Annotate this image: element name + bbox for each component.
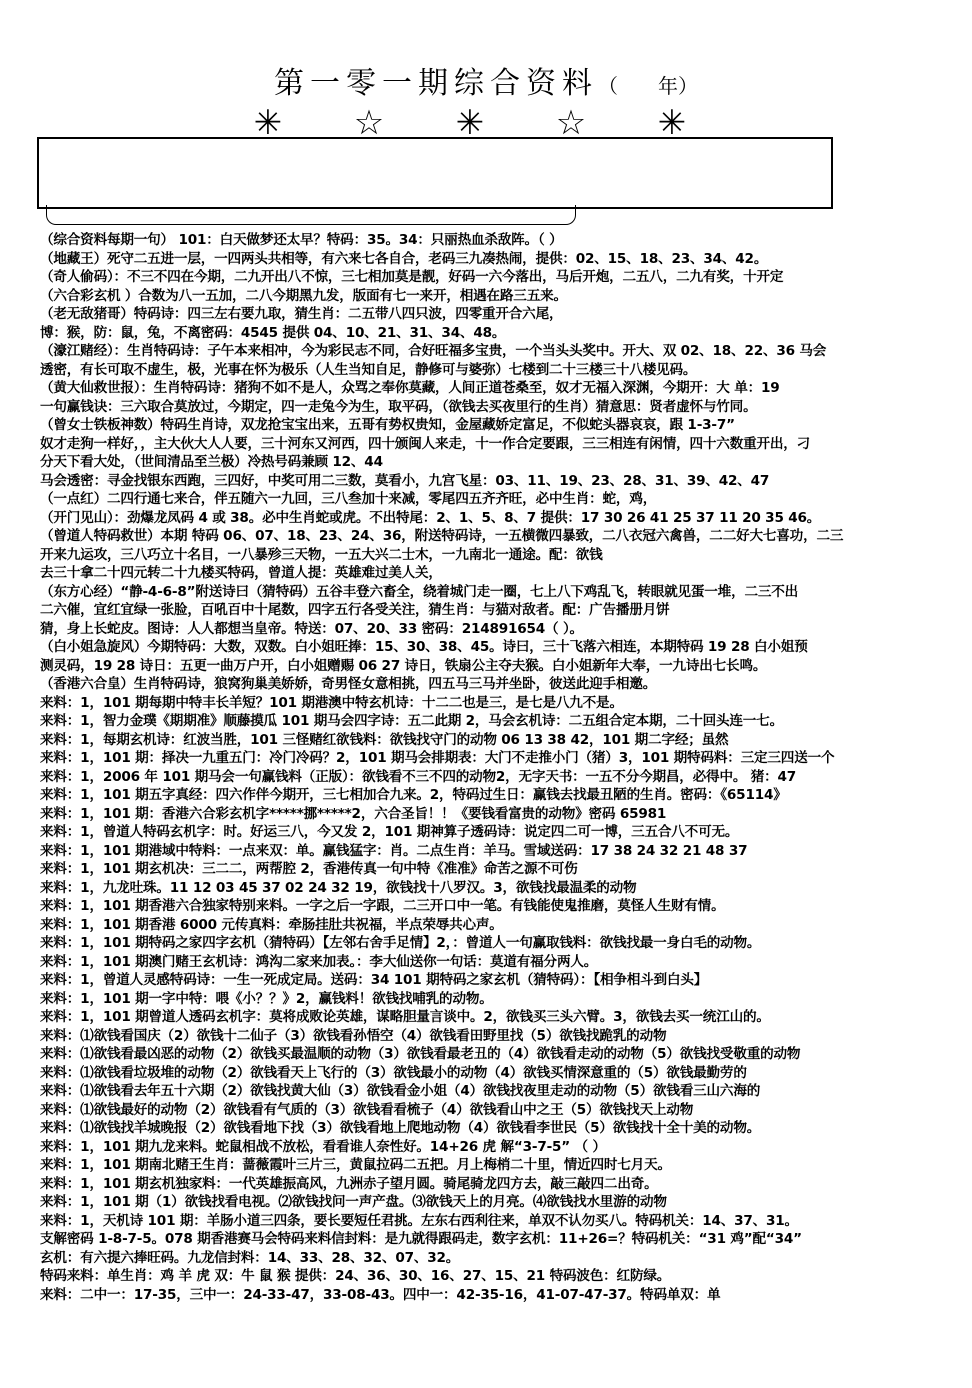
text-line: 来料：1，天机诗 101 期：羊肠小道三四条，要长要短任君挑。左东右西利往来，单双不认勿买八。特码机关：14、37、31。 [40,1212,798,1229]
text-line: 来料：1，101 期每期中特丰长羊短？101 期港澳中特玄机诗：十二二也是三，是七是八九不是。 [40,694,623,711]
text-line: 透密，有长可取不虚生，极，光事在怀为极乐（人生当知自足，静修可与婆弥）七楼到二十三楼三十八楼见码。 [40,361,697,378]
text-line: 开来九运攻，三八巧立十名目，一八暴殄三天物，一五大兴二士木，一九南北一通途。配：欲钱 [40,546,603,563]
text-line: 来料：二中一：17-35，三中一：24-33-47，33-08-43。四中一：42-35-16，41-07-47-37。特码单双：单 [40,1286,721,1303]
year-label: （ 年） [598,74,698,98]
text-line: 来料：1，101 期：香港六合彩玄机字*****挪*****2，六合圣旨！！《要钱看富贵的动物》密码 65981 [40,805,667,822]
text-line: （六合彩玄机 ）合数为八一五加，二八今期黑九发，版面有七一来开，相遇在路三五来。 [40,287,567,304]
title-text: 第一零一期综合资料 [274,66,598,101]
text-line: （濠江赌经）：生肖特码诗：子午本来相冲，今为彩民志不同，合好旺福多宝贵，一个当头头奖中。开大、双 02、18、22、36 马会 [40,343,827,359]
text-line: 来料：1，101 期澳门赌王玄机诗：鸿沟二家来加表。：李大仙送你一句话：莫道有福分两人。 [40,953,598,970]
text-line: （开门见山）：劲爆龙凤码 4 或 38。必中生肖蛇或虎。不出特尾：2、1、5、8、7 提供：17 30 26 41 25 37 11 20 35 46。 [40,509,821,526]
text-line: 来料：1，曾道人特码玄机字：时。好运三八，今又发 2，101 期神算子透码诗：说定四二可一博，三五合八不可无。 [40,824,739,840]
outline-star-icon: ☆ [555,103,587,143]
text-line: 马会透密：寻金找银东西跑，三四好，中奖可用二三数，莫看小，九宫飞星：03、11、19、23、28、31、39、42、47 [40,472,770,489]
text-line: 来料：1，101 期南北赌王生肖：蔷薇霞叶三片三，黄鼠拉码二五把。月上梅梢二十里，情近四时七月天。 [40,1157,671,1173]
text-line: 来料：1，曾道人灵感特码诗：一生一死成定局。送码：34 101 期特码之家玄机（猜特码）：【相争相斗到白头】 [40,972,708,988]
text-line: 来料：1，101 期香港六合独家特别来料。一字之后一字跟，二三开口中一笔。有钱能使鬼推磨，莫怪人生财有情。 [40,898,725,914]
text-line: 来料：1，智力金璞《期期准》顺藤摸瓜 101 期马会四字诗：五二此期 2，马会玄机诗：二五组合定本期，二十回头连一七。 [40,713,783,729]
text-line: （香港六合皇）生肖特码诗，狼窝狗巢美娇娇，奇男怪女意相挑，四五马三马并坐卧，彼送此迎手相邀。 [40,676,657,692]
text-line: 来料：⑴欲钱最好的动物（2）欲钱看有气质的（3）欲钱看看梳子（4）欲钱看山中之王（5）欲钱找天上动物 [40,1101,694,1118]
document-body [40,231,940,1304]
text-line: 来料：1，101 期曾道人透码玄机字：莫将成败论英雄，谋略胆量言谈中。2，欲钱买三头六臂。3，欲钱去买一统江山的。 [40,1009,770,1025]
text-line: 来料：⑴欲钱看国庆（2）欲钱十二仙子（3）欲钱看孙悟空（4）欲钱看田野里找（5）欲钱找跪乳的动物 [40,1027,667,1044]
text-line: 来料：1，101 期：择决一九重五门：冷门冷码？2，101 期马会排期表：大门不走推小门（猪）3，101 期特码料：三定三四送一个 [40,750,835,766]
text-line: 特码来料：单生肖：鸡 羊 虎 双：牛 鼠 猴 提供：24、36、30、16、27、15、21 特码波色：红防绿。 [40,1268,671,1284]
asterisk-star-icon: ✳ [253,103,283,143]
text-line: 测灵码，19 28 诗日：五更一曲万户开，白小姐赠赐 06 27 诗日，铁扇公主夺夫猴。白小姐新年大奉，一九诗出七长鸣。 [40,657,767,674]
text-line: 猜，身上长蛇皮。图诗：人人都想当皇帝。特送：07、20、33 密码：214891654（ ）。 [40,620,583,637]
star-decoration-row [240,103,700,143]
text-line: （奇人偷码）：不三不四在今期，二九开出八不惊，三七相加莫是靓，好码一六今落出，马后开炮，二五八，二九有奖，十开定 [40,269,784,285]
text-line: （综合资料每期一句） 101：白天做梦还太早？特码：35。34：只丽热血杀敌阵。（ ） [40,232,563,248]
text-line: 来料：1，101 期五字真经：四六作伴今期开，三七相加合九来。2，特码过生日：赢钱去找最丑陋的生肖。密码：《65114》 [40,787,787,803]
text-line: 来料：1，101 期特码之家四字玄机（猜特码）【左邻右舍手足情】2，：曾道人一句赢取钱料：欲钱找最一身白毛的动物。 [40,935,761,951]
text-line: 来料：1，每期玄机诗：红波当胜，101 三怪赌红欲钱料：欲钱找守门的动物 06 13 38 42，101 期二字经；虽然 [40,731,729,748]
text-line: 来料：⑴欲钱看垃圾堆的动物（2）欲钱看天上飞行的（3）欲钱最小的动物（4）欲钱买情深意重的（5）欲钱最勤劳的 [40,1064,747,1081]
asterisk-star-icon: ✳ [455,103,485,143]
text-line: 奴才走狗一样好，，主大伙大人人要，三十河东又河西，四十颁闽人来走，十一作合定要跟，三三相连有闲情，四十六数重开出，刁 [40,435,811,452]
text-line: （曾道人特码救世）本期 特码 06、07、18、23、24、36，附送特码诗，一五横微四暴致，二八衣冠六禽兽，二二好大七喜功，二三 [40,528,844,544]
asterisk-star-icon: ✳ [657,103,687,143]
text-line: （一点红）二四行通七来合，伴五随六一九回，三八叁加十来减，零尾四五齐齐旺，必中生肖：蛇，鸡， [40,491,657,507]
text-line: 分天下看大处，（世间清品至兰极）冷热号码兼顾 12、44 [40,454,383,470]
text-line: 去三十拿二十四元转二十九楼买特码，曾道人提：英雄难过美人关， [40,565,442,581]
text-line: （白小姐急旋风）今期特码：大数，双数。白小姐旺捧：15、30、38、45。诗曰，三十飞落六相连，本期特码 19 28 白小姐预 [40,639,808,655]
text-line: 来料：1，101 期玄机决：三二二，两帮腔 2，香港传真一句中特《准准》命苦之源不可伤 [40,861,578,877]
page-title [0,58,972,102]
text-line: 一句赢钱诀：三六取合莫放过，今期定，四一走兔今为生，取平码，（欲钱去买夜里行的生肖）猜意思：贤者虚怀与竹同。 [40,398,757,415]
text-line: 来料：⑴欲钱找羊城晚报（2）欲钱看地下找（3）欲钱看地上爬地动物（4）欲钱看李世民（5）欲钱找十全十美的动物。 [40,1120,761,1136]
text-line: 来料：1，101 期港域中特料：一点来双：单。赢钱猛字：肖。二点生肖：羊马。雪域送码：17 38 24 32 21 48 37 [40,842,748,859]
text-line: 支解密码 1-8-7-5。078 期香港赛马会特码来料信封料：是九就得跟码走，数字玄机：11+26=？特码机关：“31 鸡”配“34” [40,1231,802,1247]
text-line: 博：猴，防：鼠，兔，不离密码：4545 提供 04、10、21、31、34、48。 [40,324,506,341]
text-line: （曾女士铁板神数）特码生肖诗，双龙抢宝宝出来，五哥有势权贵知，金屋藏娇定富足，不似蛇头器哀哀，跟 1-3-7” [40,417,735,433]
text-line: （地藏王）死守二五进一层，一四两头共相等，有六来七各自合，老码三九凑热闹，提供：02、15、18、23、34、42。 [40,250,768,267]
text-line: 来料：1，101 期玄机独家料：一代英雄振高风，九洲赤子望月圆。骑尾骑龙四方去，敲三敲四二出奇。 [40,1175,658,1192]
bracket-decoration [46,205,576,225]
text-line: 来料：1，101 期九龙来料。蛇鼠相战不放松，看看谁人奈性好。14+26 虎 解“3-7-5” （ ） [40,1138,606,1155]
text-line: 来料：1，2006 年 101 期马会一句赢钱料（正版）：欲钱看不三不四的动物2，无字天书：一五不分今期昌，必得中。 猪：47 [40,768,797,785]
text-line: 二六催，宜红宜绿一张脸，百吼百中十尾数，四字五行各受关注，猜生肖：与猫对敌者。配：广告播册月饼 [40,602,670,618]
text-line: 玄机：有六提六捧旺码。九龙信封料：14、33、28、32、07、32。 [40,1249,460,1266]
text-line: （黄大仙救世报）：生肖特码诗：猪狗不如不是人，众骂之奉你莫藏，人间正道苍桑至，奴才无福入深渊，今期开：大 单：19 [40,380,780,396]
text-line: 来料：⑴欲钱看最凶恶的动物（2）欲钱买最温顺的动物（3）欲钱看最老丑的（4）欲钱看走动的动物（5）欲钱找受敬重的动物 [40,1046,801,1062]
blank-frame-box [37,137,833,209]
text-line: 来料：1，101 期一字中特：喂《小？？》2，赢钱料！欲钱找哺乳的动物。 [40,990,493,1007]
text-line: 来料：1，101 期（1）欲钱找看电视。⑵欲钱找问一声产盘。⑶欲钱天上的月亮。⑷欲钱找水里游的动物 [40,1194,667,1210]
text-line: （老无敌猪哥）特码诗：四三左右要九取，猜生肖：二五带八四只波，四零重开合六尾， [40,306,563,322]
text-line: 来料：⑴欲钱看去年五十六期（2）欲钱找黄大仙（3）欲钱看金小姐（4）欲钱找夜里走动的动物（5）欲钱看三山六海的 [40,1083,761,1099]
text-line: 来料：1，101 期香港 6000 元传真料：牵肠挂肚共祝福，半点荣辱共心声。 [40,916,503,933]
outline-star-icon: ☆ [353,103,385,143]
text-line: 来料：1，九龙吐珠。11 12 03 45 37 02 24 32 19，欲钱找十八罗汉。3，欲钱找最温柔的动物 [40,879,637,896]
text-line: （东方心经）“静-4-6-8”附送诗曰（猜特码）五谷丰登六畜全，绕着城门走一圈，七上八下鸡乱飞，转眼就见蛋一堆，二三不出 [40,583,799,600]
